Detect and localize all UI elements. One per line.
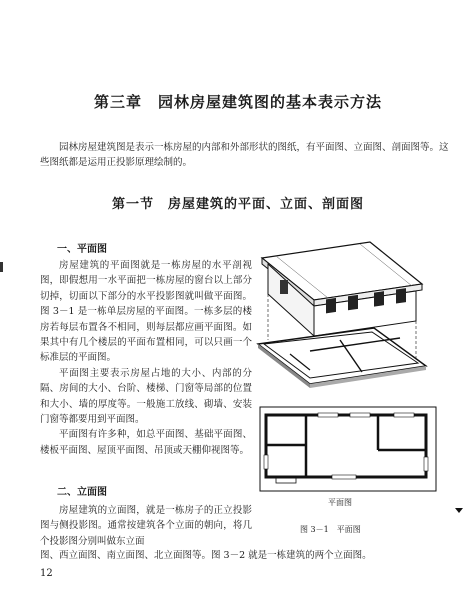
page-number: 12	[40, 568, 53, 579]
elevation-text-wide	[40, 548, 450, 563]
elevation-text-column	[40, 503, 252, 549]
section-title: 第一节 房屋建筑的平面、立面、剖面图	[111, 197, 364, 212]
page-edge-marker-icon	[455, 506, 463, 514]
paragraph: 图、西立面图、南立面图、北立面图等。图 3－2 就是一栋建筑的两个立面图。	[40, 550, 372, 561]
intro-paragraph: 园林房屋建筑图是表示一栋房屋的内部和外部形状的图纸，有平面图、立面图、剖面图等。这些图纸都是运用正投影原理绘制的。	[40, 142, 449, 168]
plan-label: 平面图	[328, 498, 352, 507]
building-isometric-illustration	[250, 236, 430, 388]
figure-caption: 图 3－1 平面图	[300, 525, 361, 534]
paragraph: 平面图主要表示房屋占地的大小、内部的分隔、房间的大小、台阶、楼梯、门窗等局部的位置和大小、墙的厚度等。一般施工放线、砌墙、安装门窗等都要用到平面图。	[40, 367, 252, 426]
paragraph: 房屋建筑的平面图就是一栋房屋的水平剖视图，即假想用一水平面把一栋房屋的窗台以上部分切掉，切面以下部分的水平投影图就叫做平面图。图 3－1 是一栋单层房屋的平面图。一栋多层的楼房若每层布置各不相同，则每层都应画平面图。如果其中有几个楼层的平面布置相同，可以只画一个标准层的平面图。	[40, 260, 252, 364]
heading-floor-plan: 一、平面图	[57, 244, 107, 255]
page-edge-mark	[0, 262, 3, 272]
chapter-title: 第三章 园林房屋建筑图的基本表示方法	[93, 93, 382, 111]
floor-plan-drawing	[258, 405, 438, 493]
paragraph: 房屋建筑的立面图，就是一栋房子的正立投影图与侧投影图。通常按建筑各个立面的朝向，将几个投影图分别叫做东立面	[40, 505, 252, 547]
heading-elevation: 二、立面图	[57, 487, 107, 498]
floor-plan-text-column	[40, 258, 252, 458]
paragraph: 平面图有许多种，如总平面图、基础平面图、楼板平面图、屋顶平面图、吊顶或天棚仰视图等。	[40, 429, 252, 456]
